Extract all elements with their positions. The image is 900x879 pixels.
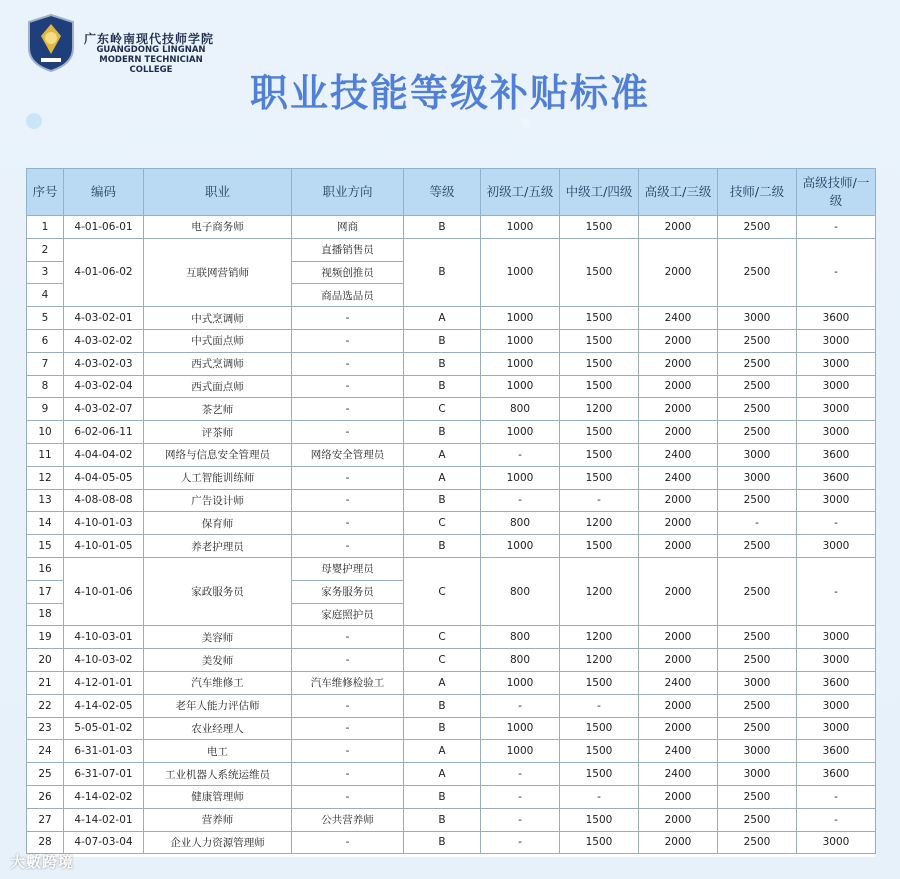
table-cell: B (404, 717, 481, 740)
table-cell: 2400 (639, 443, 718, 466)
table-cell: 2500 (718, 216, 797, 239)
table-cell: 1500 (560, 717, 639, 740)
table-header-row (27, 169, 876, 216)
table-cell: 3000 (718, 671, 797, 694)
table-cell: - (481, 763, 560, 786)
table-cell: - (481, 808, 560, 831)
table-cell: - (292, 307, 404, 330)
table-cell: 互联网营销师 (144, 238, 292, 306)
table-row (27, 626, 876, 649)
table-cell: 20 (27, 649, 64, 672)
table-cell: 21 (27, 671, 64, 694)
table-cell: 直播销售员 (292, 238, 404, 261)
table-cell: 4-07-03-04 (64, 831, 144, 854)
table-cell: 24 (27, 740, 64, 763)
table-cell: - (560, 489, 639, 512)
table-cell: 10 (27, 421, 64, 444)
table-cell: 视频创推员 (292, 261, 404, 284)
table-row (27, 443, 876, 466)
table-row (27, 329, 876, 352)
table-cell: 3000 (797, 717, 876, 740)
table-cell: - (797, 512, 876, 535)
school-name-en-line1: GUANGDONG LINGNAN (96, 45, 206, 55)
table-cell: - (481, 831, 560, 854)
column-header: 初级工/五级 (481, 169, 560, 216)
table-row (27, 740, 876, 763)
table-cell: 3000 (797, 535, 876, 558)
table-cell: B (404, 238, 481, 306)
table-cell: 2000 (639, 352, 718, 375)
page-title: 职业技能等级补贴标准 (249, 71, 650, 115)
subsidy-table (26, 168, 876, 854)
table-cell: 3000 (797, 489, 876, 512)
table-cell: 4 (27, 284, 64, 307)
table-cell: 17 (27, 580, 64, 603)
table-cell: 母婴护理员 (292, 557, 404, 580)
table-cell: 4-10-01-05 (64, 535, 144, 558)
subsidy-table-container (26, 168, 875, 857)
table-cell: 2000 (639, 557, 718, 625)
table-cell: 3600 (797, 671, 876, 694)
column-header: 职业方向 (292, 169, 404, 216)
table-cell: B (404, 489, 481, 512)
table-cell: 3600 (797, 740, 876, 763)
table-cell: A (404, 763, 481, 786)
table-cell: 4-03-02-07 (64, 398, 144, 421)
table-row (27, 808, 876, 831)
table-cell: 1500 (560, 671, 639, 694)
table-cell: C (404, 649, 481, 672)
column-header: 中级工/四级 (560, 169, 639, 216)
table-cell: 汽车维修检验工 (292, 671, 404, 694)
table-cell: - (560, 694, 639, 717)
table-cell: 2500 (718, 808, 797, 831)
table-cell: 1200 (560, 626, 639, 649)
table-cell: 1000 (481, 535, 560, 558)
table-cell: 2500 (718, 535, 797, 558)
table-cell: 1500 (560, 808, 639, 831)
table-cell: - (797, 216, 876, 239)
table-cell: 2500 (718, 238, 797, 306)
table-cell: B (404, 694, 481, 717)
table-cell: 家庭照护员 (292, 603, 404, 626)
table-cell: 3000 (797, 831, 876, 854)
table-cell: 5-05-01-02 (64, 717, 144, 740)
table-cell: 2400 (639, 740, 718, 763)
table-cell: 中式烹调师 (144, 307, 292, 330)
table-body (27, 216, 876, 854)
table-cell: - (292, 512, 404, 535)
table-cell: - (292, 398, 404, 421)
table-cell: 4-14-02-01 (64, 808, 144, 831)
table-cell: 2000 (639, 717, 718, 740)
table-cell: 2000 (639, 375, 718, 398)
table-cell: 2500 (718, 398, 797, 421)
table-cell: 中式面点师 (144, 329, 292, 352)
table-cell: - (292, 717, 404, 740)
table-cell: - (797, 808, 876, 831)
table-cell: 4-10-03-01 (64, 626, 144, 649)
table-row (27, 421, 876, 444)
table-row (27, 216, 876, 239)
watermark: 大數跨境 (10, 853, 75, 871)
table-cell: 8 (27, 375, 64, 398)
table-cell: - (560, 785, 639, 808)
table-cell: B (404, 831, 481, 854)
table-row (27, 649, 876, 672)
table-cell: 1500 (560, 216, 639, 239)
table-cell: 11 (27, 443, 64, 466)
table-cell: 农业经理人 (144, 717, 292, 740)
table-cell: 800 (481, 626, 560, 649)
table-cell: - (292, 785, 404, 808)
table-cell: 1500 (560, 238, 639, 306)
table-row (27, 785, 876, 808)
table-cell: 4-03-02-01 (64, 307, 144, 330)
table-cell: 4-04-05-05 (64, 466, 144, 489)
table-cell: 2400 (639, 466, 718, 489)
table-cell: 2500 (718, 717, 797, 740)
table-cell: 2500 (718, 831, 797, 854)
table-cell: 网络与信息安全管理员 (144, 443, 292, 466)
table-cell: 1000 (481, 421, 560, 444)
table-cell: 1 (27, 216, 64, 239)
table-cell: 2000 (639, 785, 718, 808)
table-row (27, 398, 876, 421)
table-cell: 1500 (560, 763, 639, 786)
table-cell: 1000 (481, 375, 560, 398)
table-cell: 3 (27, 261, 64, 284)
table-cell: 西式烹调师 (144, 352, 292, 375)
table-cell: - (292, 763, 404, 786)
table-cell: 家政服务员 (144, 557, 292, 625)
table-cell: 23 (27, 717, 64, 740)
table-cell: - (292, 375, 404, 398)
decorative-dot (26, 113, 42, 129)
table-cell: 4-01-06-02 (64, 238, 144, 306)
table-cell: 13 (27, 489, 64, 512)
table-cell: B (404, 352, 481, 375)
table-cell: 2500 (718, 421, 797, 444)
table-cell: 2 (27, 238, 64, 261)
table-cell: 西式面点师 (144, 375, 292, 398)
table-cell: 5 (27, 307, 64, 330)
table-cell: 1500 (560, 466, 639, 489)
table-cell: 2400 (639, 763, 718, 786)
table-cell: A (404, 307, 481, 330)
table-cell: 2000 (639, 398, 718, 421)
table-cell: 2500 (718, 489, 797, 512)
table-cell: 2400 (639, 307, 718, 330)
table-cell: - (292, 535, 404, 558)
table-cell: 2500 (718, 557, 797, 625)
table-cell: 茶艺师 (144, 398, 292, 421)
table-cell: 4-14-02-02 (64, 785, 144, 808)
column-header: 序号 (27, 169, 64, 216)
table-cell: - (292, 489, 404, 512)
table-cell: 16 (27, 557, 64, 580)
table-cell: 老年人能力评估师 (144, 694, 292, 717)
table-cell: 9 (27, 398, 64, 421)
table-cell: - (292, 831, 404, 854)
table-cell: 4-12-01-01 (64, 671, 144, 694)
table-row (27, 238, 876, 261)
table-cell: 6-31-01-03 (64, 740, 144, 763)
table-cell: 3000 (718, 763, 797, 786)
table-cell: 2500 (718, 329, 797, 352)
table-cell: 28 (27, 831, 64, 854)
table-cell: 保育师 (144, 512, 292, 535)
table-cell: 27 (27, 808, 64, 831)
column-header: 高级技师/一级 (797, 169, 876, 216)
table-cell: 2000 (639, 238, 718, 306)
table-cell: 1200 (560, 557, 639, 625)
table-cell: 2000 (639, 421, 718, 444)
table-cell: - (481, 785, 560, 808)
table-cell: 1500 (560, 307, 639, 330)
table-cell: 1500 (560, 352, 639, 375)
table-cell: - (718, 512, 797, 535)
table-cell: - (481, 489, 560, 512)
table-cell: 2000 (639, 831, 718, 854)
table-cell: 3600 (797, 763, 876, 786)
table-cell: 公共营养师 (292, 808, 404, 831)
table-row (27, 671, 876, 694)
table-cell: - (292, 329, 404, 352)
table-cell: 4-10-03-02 (64, 649, 144, 672)
table-cell: 家务服务员 (292, 580, 404, 603)
table-cell: A (404, 466, 481, 489)
table-cell: 2500 (718, 694, 797, 717)
table-cell: - (292, 626, 404, 649)
table-cell: 18 (27, 603, 64, 626)
table-cell: 1000 (481, 307, 560, 330)
table-cell: B (404, 785, 481, 808)
table-cell: C (404, 398, 481, 421)
table-cell: 2000 (639, 216, 718, 239)
column-header: 高级工/三级 (639, 169, 718, 216)
table-cell: 人工智能训练师 (144, 466, 292, 489)
table-cell: 3000 (718, 443, 797, 466)
table-cell: 4-04-04-02 (64, 443, 144, 466)
table-cell: 25 (27, 763, 64, 786)
table-cell: 7 (27, 352, 64, 375)
table-cell: 800 (481, 649, 560, 672)
table-cell: 6-02-06-11 (64, 421, 144, 444)
table-cell: 6-31-07-01 (64, 763, 144, 786)
table-cell: 评茶师 (144, 421, 292, 444)
table-cell: 企业人力资源管理师 (144, 831, 292, 854)
column-header: 技师/二级 (718, 169, 797, 216)
table-cell: 1500 (560, 421, 639, 444)
table-cell: 2000 (639, 626, 718, 649)
table-cell: C (404, 626, 481, 649)
table-cell: 电子商务师 (144, 216, 292, 239)
table-cell: B (404, 375, 481, 398)
table-cell: B (404, 808, 481, 831)
table-cell: B (404, 535, 481, 558)
table-cell: 4-14-02-05 (64, 694, 144, 717)
table-cell: 2000 (639, 808, 718, 831)
table-row (27, 352, 876, 375)
table-cell: 4-08-08-08 (64, 489, 144, 512)
table-cell: A (404, 443, 481, 466)
table-cell: 800 (481, 512, 560, 535)
table-cell: 2000 (639, 649, 718, 672)
table-row (27, 535, 876, 558)
table-cell: 3600 (797, 443, 876, 466)
table-cell: 2500 (718, 626, 797, 649)
table-cell: 营养师 (144, 808, 292, 831)
table-cell: 1200 (560, 649, 639, 672)
table-cell: 2000 (639, 694, 718, 717)
table-cell: 2000 (639, 329, 718, 352)
table-cell: 2000 (639, 535, 718, 558)
table-cell: 汽车维修工 (144, 671, 292, 694)
table-cell: 3000 (797, 421, 876, 444)
table-cell: 3000 (718, 466, 797, 489)
table-cell: 健康管理师 (144, 785, 292, 808)
table-cell: 1000 (481, 740, 560, 763)
table-row (27, 307, 876, 330)
table-cell: 1500 (560, 375, 639, 398)
table-cell: 1500 (560, 740, 639, 763)
decorative-dot (520, 118, 530, 128)
table-cell: A (404, 740, 481, 763)
table-cell: 6 (27, 329, 64, 352)
table-cell: - (481, 694, 560, 717)
table-cell: 2400 (639, 671, 718, 694)
table-cell: 1000 (481, 352, 560, 375)
table-cell: 2000 (639, 489, 718, 512)
table-cell: 800 (481, 557, 560, 625)
table-cell: 2500 (718, 785, 797, 808)
table-cell: 1000 (481, 671, 560, 694)
table-cell: 1500 (560, 831, 639, 854)
table-cell: 1000 (481, 466, 560, 489)
table-cell: 19 (27, 626, 64, 649)
table-cell: C (404, 557, 481, 625)
table-cell: 3000 (718, 740, 797, 763)
table-row (27, 763, 876, 786)
table-cell: 3000 (797, 694, 876, 717)
table-cell: 3000 (797, 649, 876, 672)
table-cell: 2500 (718, 352, 797, 375)
table-cell: 3000 (797, 398, 876, 421)
table-cell: 4-10-01-06 (64, 557, 144, 625)
table-cell: - (797, 238, 876, 306)
table-cell: 3000 (797, 375, 876, 398)
table-row (27, 375, 876, 398)
table-cell: 12 (27, 466, 64, 489)
table-cell: - (797, 557, 876, 625)
table-row (27, 489, 876, 512)
column-header: 职业 (144, 169, 292, 216)
table-row (27, 831, 876, 854)
table-cell: 工业机器人系统运维员 (144, 763, 292, 786)
column-header: 等级 (404, 169, 481, 216)
table-cell: 1000 (481, 329, 560, 352)
table-cell: 3000 (797, 626, 876, 649)
table-cell: B (404, 216, 481, 239)
table-cell: 养老护理员 (144, 535, 292, 558)
table-cell: 1000 (481, 216, 560, 239)
table-cell: 美容师 (144, 626, 292, 649)
table-cell: - (797, 785, 876, 808)
table-row (27, 557, 876, 580)
table-cell: 4-03-02-03 (64, 352, 144, 375)
table-cell: 4-01-06-01 (64, 216, 144, 239)
school-name-en-line2: MODERN TECHNICIAN COLLEGE (99, 55, 203, 75)
table-cell: 2500 (718, 375, 797, 398)
table-cell: - (292, 740, 404, 763)
table-cell: A (404, 671, 481, 694)
table-cell: 网商 (292, 216, 404, 239)
table-cell: - (292, 694, 404, 717)
table-cell: 电工 (144, 740, 292, 763)
table-cell: 1000 (481, 717, 560, 740)
table-cell: 800 (481, 398, 560, 421)
table-cell: 网络安全管理员 (292, 443, 404, 466)
table-cell: 1200 (560, 398, 639, 421)
column-header: 编码 (64, 169, 144, 216)
table-cell: 15 (27, 535, 64, 558)
table-cell: - (481, 443, 560, 466)
table-cell: B (404, 421, 481, 444)
table-cell: - (292, 421, 404, 444)
table-cell: 14 (27, 512, 64, 535)
table-cell: 2500 (718, 649, 797, 672)
table-cell: - (292, 352, 404, 375)
table-cell: 1500 (560, 535, 639, 558)
table-cell: 3600 (797, 307, 876, 330)
table-cell: 1500 (560, 443, 639, 466)
school-name-cn: 广东岭南现代技师学院 (84, 32, 215, 46)
table-row (27, 512, 876, 535)
table-row (27, 694, 876, 717)
table-cell: B (404, 329, 481, 352)
table-row (27, 717, 876, 740)
table-cell: 3000 (797, 352, 876, 375)
table-cell: 4-03-02-04 (64, 375, 144, 398)
table-cell: - (292, 649, 404, 672)
table-cell: 1000 (481, 238, 560, 306)
table-cell: 2000 (639, 512, 718, 535)
table-cell: 22 (27, 694, 64, 717)
table-cell: 26 (27, 785, 64, 808)
table-cell: 1500 (560, 329, 639, 352)
table-cell: 4-03-02-02 (64, 329, 144, 352)
table-cell: 4-10-01-03 (64, 512, 144, 535)
table-row (27, 466, 876, 489)
table-cell: 3600 (797, 466, 876, 489)
table-cell: - (292, 466, 404, 489)
table-cell: 1200 (560, 512, 639, 535)
table-cell: 商品选品员 (292, 284, 404, 307)
table-cell: 广告设计师 (144, 489, 292, 512)
table-cell: 美发师 (144, 649, 292, 672)
table-cell: C (404, 512, 481, 535)
table-cell: 3000 (797, 329, 876, 352)
table-cell: 3000 (718, 307, 797, 330)
